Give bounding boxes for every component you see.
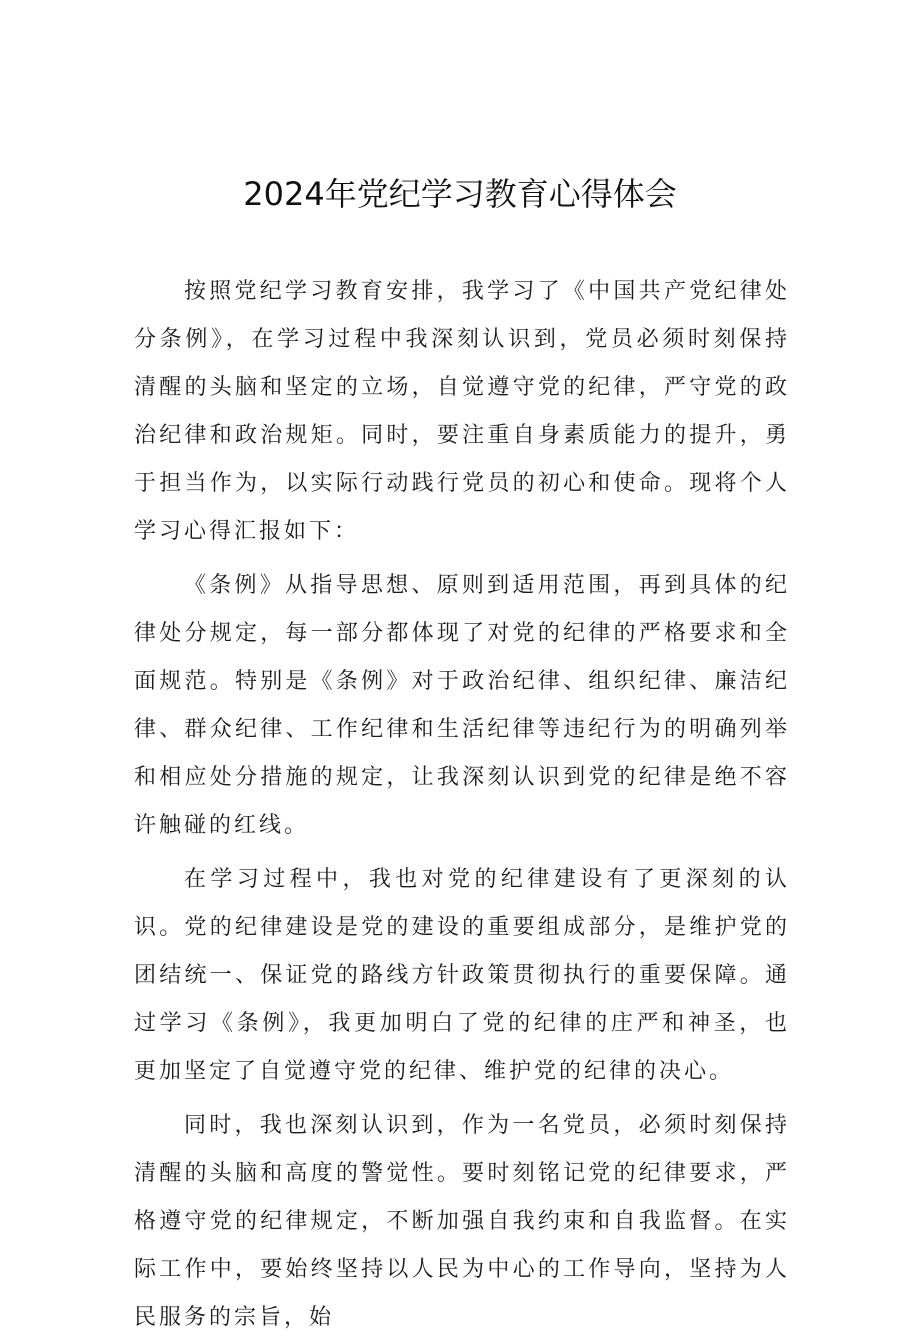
paragraph-2: 《条例》从指导思想、原则到适用范围，再到具体的纪律处分规定，每一部分都体现了对党的纪律的严格要求和全面规范。特别是《条例》对于政治纪律、组织纪律、廉洁纪律、群众纪律、工作纪律和生活纪律等违纪行为的明确列举和相应处分措施的规定，让我深刻认识到党的纪律是绝不容许触碰的红线。 <box>134 573 790 838</box>
paragraph-3: 在学习过程中，我也对党的纪律建设有了更深刻的认识。党的纪律建设是党的建设的重要组成部分，是维护党的团结统一、保证党的路线方针政策贯彻执行的重要保障。通过学习《条例》，我更加明白了党的纪律的庄严和神圣，也更加坚定了自觉遵守党的纪律、维护党的纪律的决心。 <box>134 867 790 1084</box>
paragraph-4: 同时，我也深刻认识到，作为一名党员，必须时刻保持清醒的头脑和高度的警觉性。要时刻铭记党的纪律要求，严格遵守党的纪律规定，不断加强自我约束和自我监督。在实际工作中，要始终坚持以人民为中心的工作导向，坚持为人民服务的宗旨，始 <box>134 1113 790 1330</box>
document-title: 2024年党纪学习教育心得体会 <box>243 175 677 213</box>
document-body <box>134 268 790 1342</box>
paragraph-1: 按照党纪学习教育安排，我学习了《中国共产党纪律处分条例》，在学习过程中我深刻认识到，党员必须时刻保持清醒的头脑和坚定的立场，自觉遵守党的纪律，严守党的政治纪律和政治规矩。同时，要注重自身素质能力的提升，勇于担当作为，以实际行动践行党员的初心和使命。现将个人学习心得汇报如下： <box>134 279 790 544</box>
